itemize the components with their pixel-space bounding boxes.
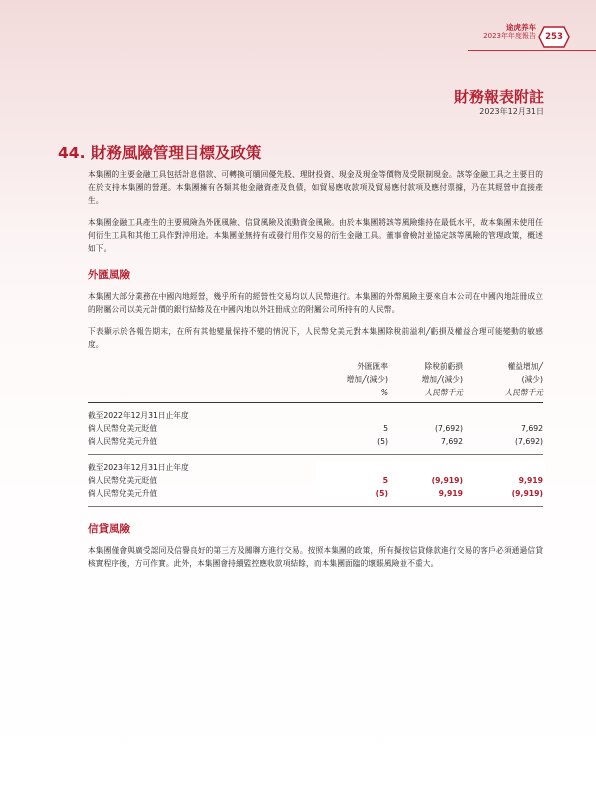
table-bottom-rule — [88, 506, 543, 507]
current-year-highlight — [316, 461, 545, 474]
table-row — [88, 422, 543, 435]
fx-risk-heading: 外匯風險 — [88, 269, 130, 281]
report-header — [483, 23, 536, 41]
equity-cell: (7,692) — [514, 437, 543, 446]
paragraph-main-risks: 本集團金融工具產生的主要風險為外匯風險、信貸風險及流動資金風險。由於本集團將該等風險維持在最低水平，故本集團未使用任何衍生工具和其他工具作對沖用途。本集團並無持有或發行用作交易的衍生金融工具。董事會檢討並協定該等風險的管理政策，概述如下。 — [88, 218, 543, 253]
header-rate-line1: 外匯匯率 — [357, 362, 388, 371]
equity-cell: 7,692 — [520, 424, 543, 433]
row-label: 倘人民幣兌美元貶值 — [88, 424, 158, 433]
header-equity-unit: 人民幣千元 — [504, 388, 543, 397]
rate-cell: (5) — [377, 437, 388, 446]
rate-cell: (5) — [375, 489, 388, 498]
row-label: 倘人民幣兌美元升值 — [88, 437, 158, 446]
header-equity — [505, 360, 543, 399]
group-2022-title: 截至2022年12月31日止年度 — [88, 411, 189, 420]
current-year-highlight — [316, 487, 545, 500]
row-label: 倘人民幣兌美元升值 — [88, 489, 158, 498]
loss-cell: (7,692) — [434, 424, 463, 433]
rate-cell: 5 — [383, 424, 388, 433]
paragraph-financial-instruments: 本集團的主要金融工具包括計息借款、可轉換可贖回優先股、理財投資、現金及現金等價物及受限制現金。該等金融工具之主要目的在於支持本集團的營運。本集團擁有各類其他金融資產及負債，如貿易應收款項及貿易應付款項及應付票據，乃在其經營中直接產生。 — [88, 170, 543, 205]
header-divider — [468, 50, 596, 51]
table-row — [88, 461, 543, 474]
row-label: 倘人民幣兌美元貶值 — [88, 476, 158, 485]
paragraph-fx-risk: 本集團大部分業務在中國內地經營，幾乎所有的經營性交易均以人民幣進行。本集團的外幣風險主要來自本公司在中國內地註冊成立的附屬公司以美元計價的銀行結餘及在中國內地以外註冊成立的附屬公司所持有的人民幣。 — [88, 292, 543, 314]
header-equity-line1: 權益增加╱ — [507, 362, 543, 371]
loss-cell: 9,919 — [438, 489, 463, 498]
equity-cell: (9,919) — [511, 489, 543, 498]
report-name: 2023年年度報告 — [483, 32, 536, 40]
content-body — [88, 168, 543, 579]
paragraph-credit-risk: 本集團僅會與廣受認同及信譽良好的第三方及關聯方進行交易。按照本集團的政策，所有擬按信貸條款進行交易的客戶必須通過信貸核實程序後，方可作實。此外，本集團會持續監控應收款項結餘，而本集團面臨的壞賬風險並不重大。 — [88, 546, 543, 568]
section-title: 財務報表附註 — [453, 88, 544, 106]
sensitivity-table — [88, 360, 543, 507]
header-equity-line2: (減少) — [521, 375, 543, 384]
header-rate-line2: 增加╱(減少) — [346, 375, 388, 384]
table-row — [88, 474, 543, 487]
header-loss — [422, 360, 463, 399]
table-row — [88, 435, 543, 448]
main-heading: 44. 財務風險管理目標及政策 — [58, 144, 262, 162]
page-number: 253 — [545, 32, 563, 42]
table-group-2023 — [88, 455, 543, 500]
table-row — [88, 409, 543, 422]
loss-cell: 7,692 — [440, 437, 463, 446]
credit-risk-heading: 信貸風險 — [88, 523, 130, 535]
table-row — [88, 487, 543, 500]
group-2023-title: 截至2023年12月31日止年度 — [88, 463, 189, 472]
brand-name: 途虎养车 — [506, 23, 536, 32]
page-number-badge — [538, 26, 570, 48]
paragraph-sensitivity: 下表顯示於各報告期末，在所有其他變量保持不變的情況下，人民幣兌美元對本集團除稅前溢利╱虧損及權益合理可能變動的敏感度。 — [88, 327, 543, 349]
table-header — [88, 360, 543, 400]
equity-cell: 9,919 — [518, 476, 543, 485]
header-loss-line2: 增加╱(減少) — [421, 375, 463, 384]
header-rate — [347, 360, 388, 399]
current-year-highlight — [316, 474, 545, 487]
table-group-2022 — [88, 403, 543, 448]
header-loss-unit: 人民幣千元 — [424, 388, 463, 397]
loss-cell: (9,919) — [431, 476, 463, 485]
rate-cell: 5 — [382, 476, 388, 485]
header-rate-unit: % — [380, 388, 388, 397]
section-date: 2023年12月31日 — [479, 107, 544, 116]
header-loss-line1: 除稅前虧損 — [424, 362, 463, 371]
